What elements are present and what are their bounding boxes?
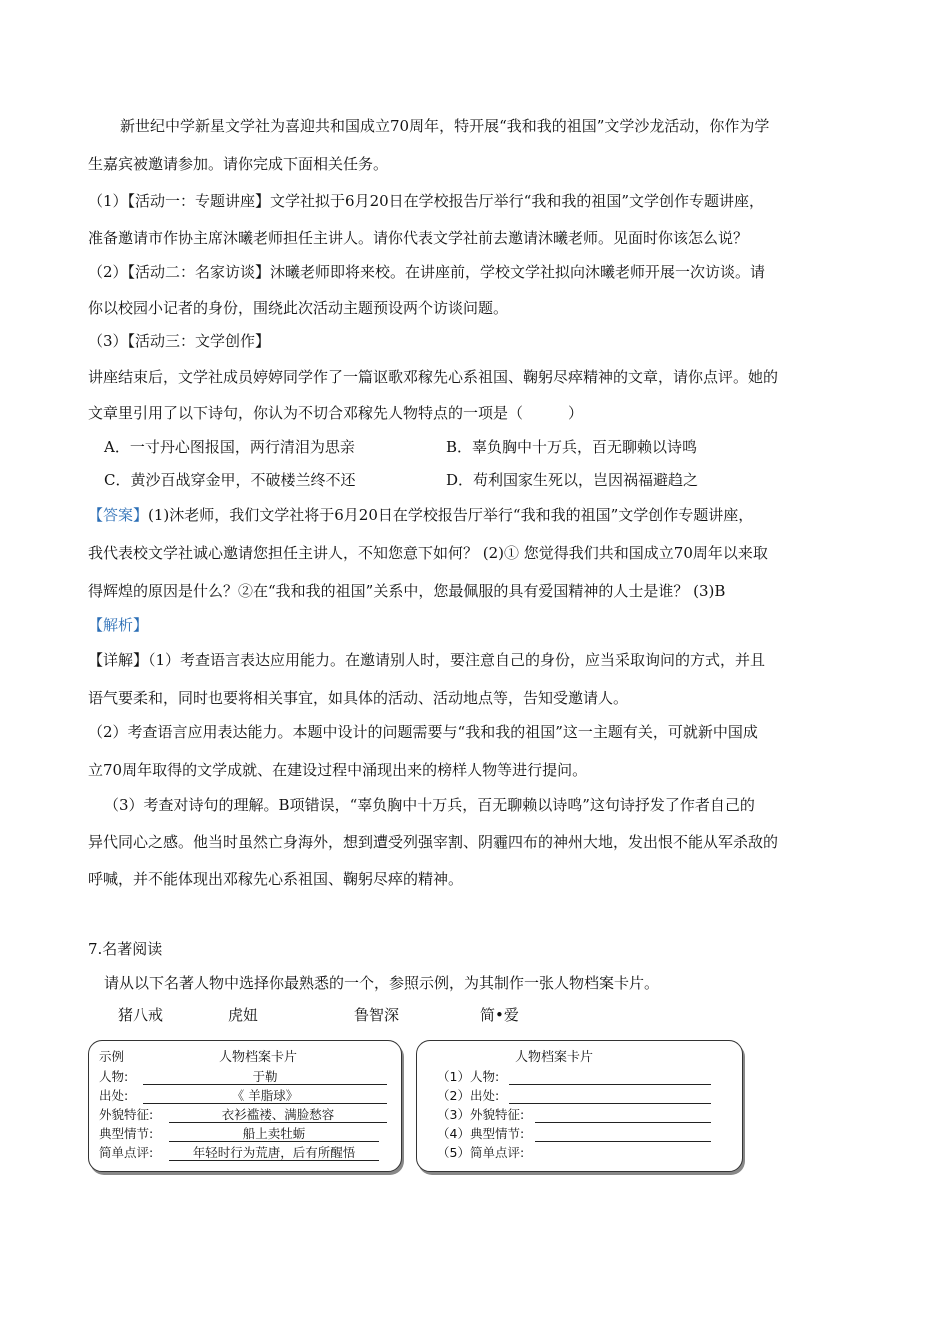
blank-label-comment: （5）简单点评: (437, 1145, 525, 1160)
blank-label-appearance: （3）外貌特征: (437, 1107, 525, 1122)
answer-text-1: (1)沐老师，我们文学社将于6月20日在学校报告厅举行“我和我的祖国”文学创作专题讲座， (148, 506, 754, 524)
detail-3-line-1: （3）考查对诗句的理解。B项错误，“辜负胸中十万兵，百无聊赖以诗鸣”这句诗抒发了作者自己的 (104, 796, 755, 814)
question-7-prompt: 请从以下名著人物中选择你最熟悉的一个，参照示例，为其制作一张人物档案卡片。 (104, 974, 660, 992)
example-label-person: 人物: (99, 1069, 129, 1084)
example-label-source: 出处: (99, 1088, 129, 1103)
blank-card-title: 人物档案卡片 (515, 1050, 594, 1065)
blank-field-person[interactable] (509, 1069, 711, 1085)
question-2-line-2: 你以校园小记者的身份，围绕此次活动主题预设两个访谈问题。 (88, 299, 509, 317)
example-label-comment: 简单点评: (99, 1145, 154, 1160)
example-value-person: 于勒 (143, 1069, 387, 1085)
question-7-title: 7.名著阅读 (88, 940, 163, 958)
character-name-1: 猪八戒 (118, 1006, 164, 1024)
option-a: A．一寸丹心图报国，两行清泪为思亲 (104, 438, 355, 456)
detail-line-1: 【详解】（1）考查语言表达应用能力。在邀请别人时，要注意自己的身份，应当采取询问的方式，并且 (88, 651, 766, 669)
detail-3-line-3: 呼喊，并不能体现出邓稼先心系祖国、鞠躬尽瘁的精神。 (88, 870, 464, 888)
character-name-2: 虎妞 (228, 1006, 259, 1024)
detail-2-line-2: 立70周年取得的文学成就、在建设过程中涌现出来的榜样人物等进行提问。 (88, 761, 588, 779)
example-value-appearance: 衣衫褴褛、满脸愁容 (169, 1107, 387, 1123)
example-card-title: 人物档案卡片 (219, 1050, 298, 1065)
question-1-line-2: 准备邀请市作协主席沐曦老师担任主讲人。请你代表文学社前去邀请沐曦老师。见面时你该怎么说？ (88, 229, 749, 247)
example-label-plot: 典型情节: (99, 1126, 154, 1141)
analysis-label: 【解析】 (88, 616, 149, 634)
blank-label-person: （1）人物: (437, 1069, 500, 1084)
example-tag: 示例 (99, 1049, 125, 1064)
question-3-line-2: 文章里引用了以下诗句，你认为不切合邓稼先人物特点的一项是（ ） (88, 404, 584, 422)
blank-label-source: （2）出处: (437, 1088, 500, 1103)
option-d: D．苟利国家生死以，岂因祸福避趋之 (446, 471, 699, 489)
question-1-line-1: （1）【活动一：专题讲座】文学社拟于6月20日在学校报告厅举行“我和我的祖国”文学创作专题讲座， (88, 192, 765, 210)
example-value-comment: 年轻时行为荒唐，后有所醒悟 (169, 1145, 379, 1161)
question-3-heading: （3）【活动三：文学创作】 (88, 332, 271, 350)
answer-line-1 (88, 505, 868, 525)
answer-line-3: 得辉煌的原因是什么？②在“我和我的祖国”关系中，您最佩服的具有爱国精神的人士是谁？ (3)B (88, 582, 726, 600)
answer-label: 【答案】 (88, 506, 149, 524)
question-3-line-1: 讲座结束后，文学社成员婷婷同学作了一篇讴歌邓稼先心系祖国、鞠躬尽瘁精神的文章，请你点评。她的 (88, 368, 779, 386)
intro-line-2: 生嘉宾被邀请参加。请你完成下面相关任务。 (88, 155, 389, 173)
example-value-plot: 船上卖牡蛎 (169, 1126, 379, 1142)
character-name-3: 鲁智深 (354, 1006, 400, 1024)
example-label-appearance: 外貌特征: (99, 1107, 154, 1122)
answer-line-2: 我代表校文学社诚心邀请您担任主讲人，不知您意下如何？ (2)① 您觉得我们共和国成立70周年以来取 (88, 544, 768, 562)
detail-3-line-2: 异代同心之感。他当时虽然亡身海外，想到遭受列强宰割、阴霾四布的神州大地，发出恨不能从军杀敌的 (88, 833, 779, 851)
example-value-source: 《 羊脂球》 (143, 1088, 387, 1104)
detail-2-line-1: （2）考查语言应用表达能力。本题中设计的问题需要与“我和我的祖国”这一主题有关，可就新中国成 (88, 723, 758, 741)
detail-line-2: 语气要柔和，同时也要将相关事宜，如具体的活动、活动地点等，告知受邀请人。 (88, 689, 629, 707)
intro-line-1: 新世纪中学新星文学社为喜迎共和国成立70周年，特开展“我和我的祖国”文学沙龙活动，你作为学 (120, 117, 770, 135)
option-b: B．辜负胸中十万兵，百无聊赖以诗鸣 (446, 438, 698, 456)
blank-profile-card (416, 1040, 743, 1172)
blank-field-appearance[interactable] (535, 1107, 711, 1123)
blank-field-plot[interactable] (535, 1126, 711, 1142)
example-profile-card (88, 1040, 402, 1172)
question-2-line-1: （2）【活动二：名家访谈】沐曦老师即将来校。在讲座前，学校文学社拟向沐曦老师开展一次访谈。请 (88, 263, 766, 281)
blank-field-source[interactable] (509, 1088, 711, 1104)
character-name-4: 简•爱 (480, 1006, 519, 1024)
blank-label-plot: （4）典型情节: (437, 1126, 525, 1141)
option-c: C．黄沙百战穿金甲，不破楼兰终不还 (104, 471, 356, 489)
